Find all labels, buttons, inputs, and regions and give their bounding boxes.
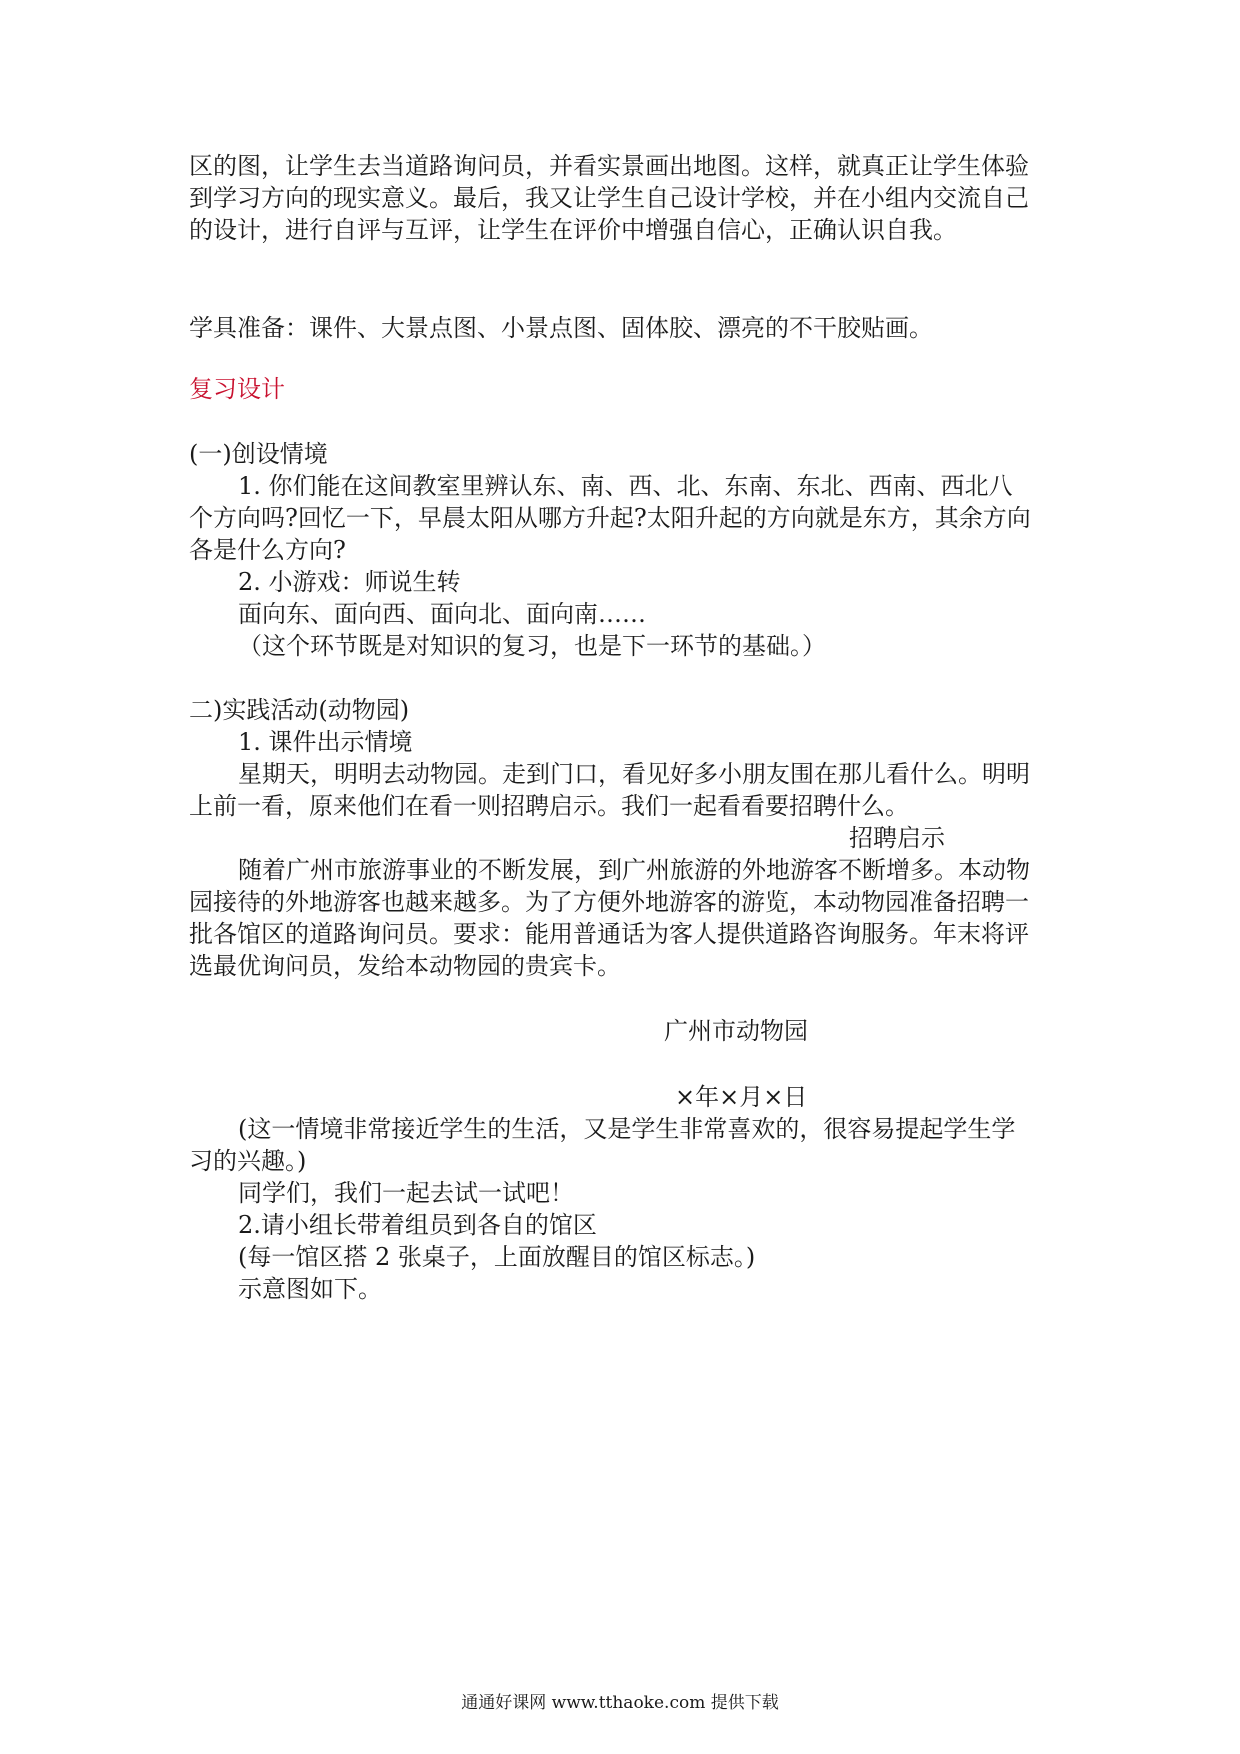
notice-body-line-1: 随着广州市旅游事业的不断发展，到广州旅游的外地游客不断增多。本动物: [238, 856, 1030, 884]
notice-body-line-2: 园接待的外地游客也越来越多。为了方便外地游客的游览，本动物园准备招聘一: [189, 888, 1029, 916]
section1-q1-line-2: 个方向吗?回忆一下，早晨太阳从哪方升起?太阳升起的方向就是东方，其余方向: [189, 504, 1031, 532]
invite-line: 同学们，我们一起去试一试吧！: [238, 1179, 574, 1207]
section2-step2: 2.请小组长带着组员到各自的馆区: [238, 1211, 597, 1239]
comment-line-2: 习的兴趣。): [189, 1147, 307, 1175]
comment-line-1: (这一情境非常接近学生的生活，又是学生非常喜欢的，很容易提起学生学: [238, 1115, 1016, 1143]
section2-title: 二)实践活动(动物园): [189, 696, 410, 724]
notice-body-line-3: 批各馆区的道路询问员。要求：能用普通话为客人提供道路咨询服务。年末将评: [189, 920, 1029, 948]
section1-note: （这个环节既是对知识的复习，也是下一环节的基础。）: [238, 632, 826, 660]
section1-title: (一)创设情境: [189, 440, 328, 468]
notice-signature: 广州市动物园: [664, 1017, 808, 1045]
diagram-label: 示意图如下。: [238, 1275, 382, 1303]
section2-step1: 1. 课件出示情境: [238, 728, 413, 756]
intro-line-2: 到学习方向的现实意义。最后，我又让学生自己设计学校，并在小组内交流自己: [189, 184, 1029, 212]
section1-q1-line-1: 1. 你们能在这间教室里辨认东、南、西、北、东南、东北、西南、西北八: [238, 472, 1013, 500]
notice-date: ×年×月×日: [675, 1083, 808, 1111]
review-heading: 复习设计: [189, 375, 285, 403]
section1-directions: 面向东、面向西、面向北、面向南……: [238, 600, 646, 628]
page-footer: 通通好课网 www.tthaoke.com 提供下载: [461, 1693, 779, 1713]
section1-q1-line-3: 各是什么方向?: [189, 536, 346, 564]
notice-title: 招聘启示: [849, 824, 945, 852]
notice-body-line-4: 选最优询问员，发给本动物园的贵宾卡。: [189, 952, 621, 980]
section2-story-line-1: 星期天，明明去动物园。走到门口，看见好多小朋友围在那儿看什么。明明: [238, 760, 1030, 788]
section2-step2-note: (每一馆区搭 2 张桌子，上面放醒目的馆区标志。): [238, 1243, 756, 1271]
section2-story-line-2: 上前一看，原来他们在看一则招聘启示。我们一起看看要招聘什么。: [189, 792, 909, 820]
materials-line: 学具准备：课件、大景点图、小景点图、固体胶、漂亮的不干胶贴画。: [189, 314, 933, 342]
section1-game: 2. 小游戏：师说生转: [238, 568, 461, 596]
intro-line-1: 区的图，让学生去当道路询问员，并看实景画出地图。这样，就真正让学生体验: [189, 152, 1029, 180]
intro-line-3: 的设计，进行自评与互评，让学生在评价中增强自信心，正确认识自我。: [189, 216, 957, 244]
